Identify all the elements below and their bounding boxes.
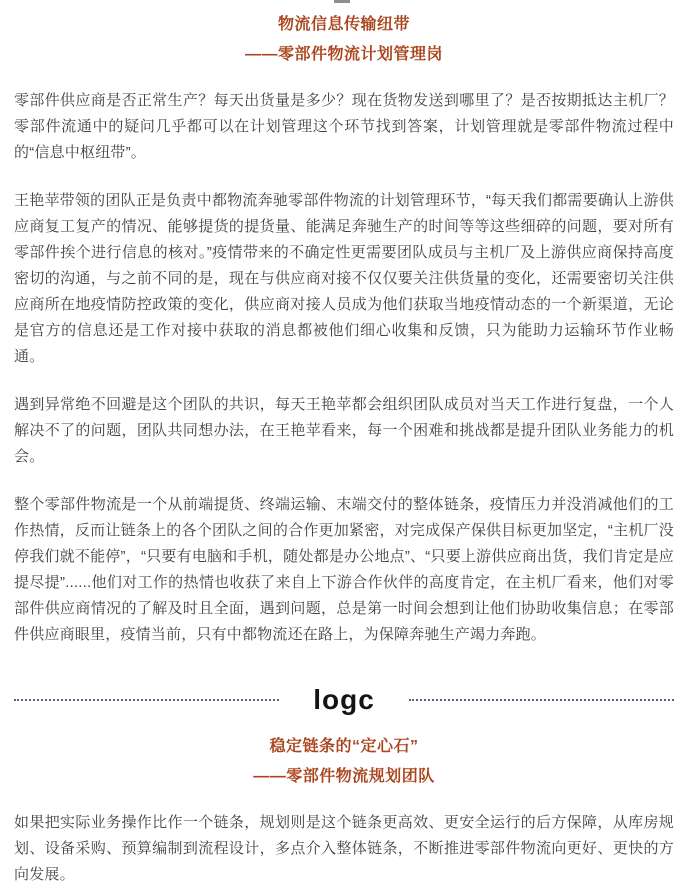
paragraph-supply-questions: 零部件供应商是否正常生产？每天出货量是多少？现在货物发送到哪里了？是否按期抵达主机厂？零部件流通中的疑问几乎都可以在计划管理这个环节找到答案，计划管理就是零部件物流过程中的“信息中枢纽带”。 [14,92,674,161]
divider-dotted-line-right [409,699,674,701]
section1-title: 物流信息传输纽带 [277,16,410,33]
section2-subtitle: ——零部件物流规划团队 [253,768,435,785]
paragraph-whole-chain: 整个零部件物流是一个从前端提货、终端运输、末端交付的整体链条，疫情压力并没消减他们的工作热情，反而让链条上的各个团队之间的合作更加紧密，对完成保产保供目标更加坚定，“主机厂没停我们就不能停”，“只要有电脑和手机，随处都是办公地点”、“只要上游供应商出货，我们肯定是应提尽提”......他们对工作的热情也收获了来自上下游合作伙伴的高度肯定，在主机厂看来，他们对零部件供应商情况的了解及时且全面，遇到问题，总是第一时间会想到让他们协助收集信息；在零部件供应商眼里，疫情当前，只有中都物流还在路上，为保障奔驰生产竭力奔跑。 [14,496,674,643]
paragraph-planning-guarantee: 如果把实际业务操作比作一个链条，规划则是这个链条更高效、更安全运行的后方保障，从库房规划、设备采购、预算编制到流程设计，多点介入整体链条，不断推进零部件物流向更好、更快的方向发展。 [14,814,674,883]
paragraph-daily-review: 遇到异常绝不回避是这个团队的共识，每天王艳苹都会组织团队成员对当天工作进行复盘，一个人解决不了的问题，团队共同想办法，在王艳苹看来，每一个困难和挑战都是提升团队业务能力的机会。 [14,396,674,465]
section2-title: 稳定链条的“定心石” [269,738,419,755]
paragraph-team-plan-management: 王艳苹带领的团队正是负责中都物流奔驰零部件物流的计划管理环节，“每天我们都需要确认上游供应商复工复产的情况、能够提货的提货量、能满足奔驰生产的时间等等这些细碎的问题，要对所有零部件挨个进行信息的核对。”疫情带来的不确定性更需要团队成员与主机厂及上游供应商保持高度密切的沟通，与之前不同的是，现在与供应商对接不仅仅要关注供货量的变化，还需要密切关注供应商所在地疫情防控政策的变化，供应商对接人员成为他们获取当地疫情动态的一个新渠道，无论是官方的信息还是工作对接中获取的消息都被他们细心收集和反馈，只为能助力运输环节作业畅通。 [14,192,674,365]
logo-text: logc [313,684,375,715]
cropped-content-artifact [334,0,350,3]
section1-subtitle: ——零部件物流计划管理岗 [244,46,443,63]
section-divider [14,678,674,722]
divider-dotted-line-left [14,699,279,701]
